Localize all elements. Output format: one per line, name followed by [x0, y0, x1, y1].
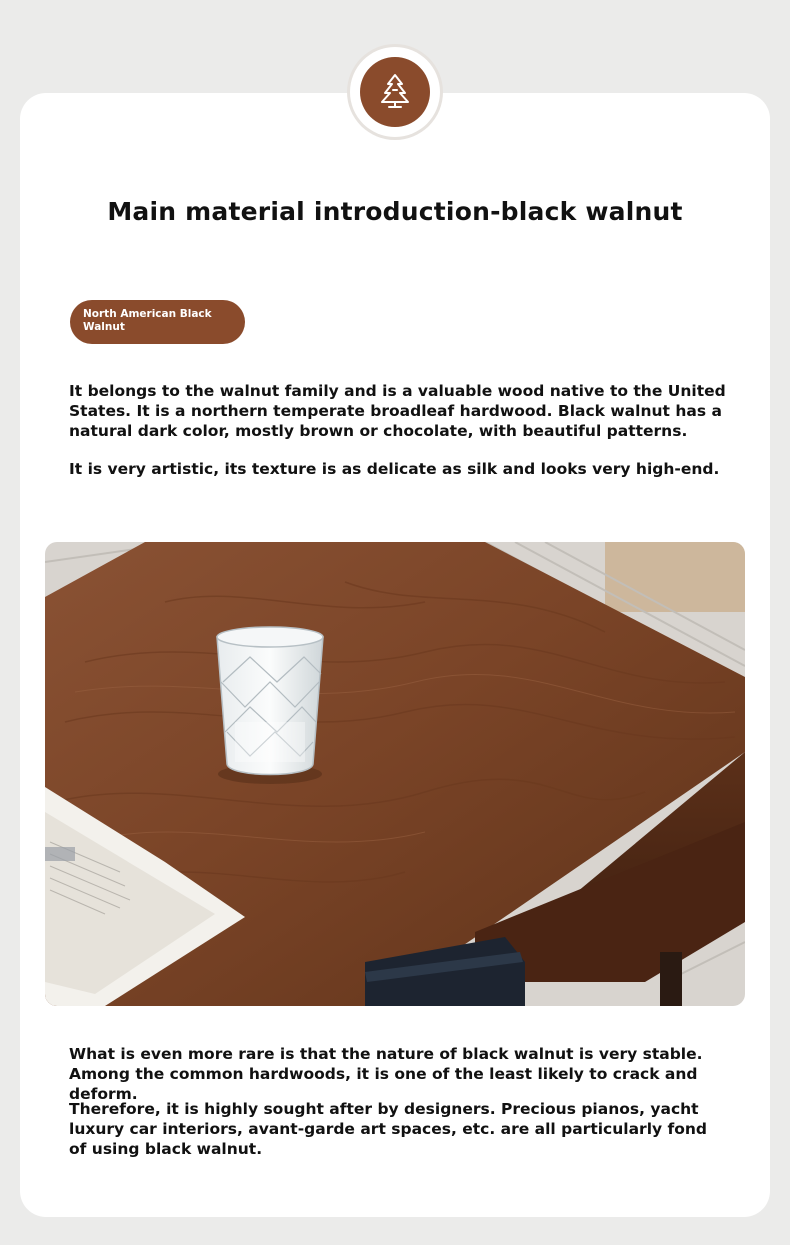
- outro-paragraph-1: What is even more rare is that the nature of black walnut is very stable. Among the common hardwoods, it is one of the least likely to crack and deform.: [69, 1045, 703, 1103]
- walnut-table-photo: [45, 542, 745, 1006]
- intro-paragraph-1: It belongs to the walnut family and is a valuable wood native to the United States. It is a northern temperate broadleaf hardwood. Black walnut has a natural dark color, mostly brown or chocolate, with beautiful patterns.: [69, 382, 726, 440]
- material-tag: North American Black Walnut: [70, 300, 245, 344]
- tree-icon: [375, 70, 415, 114]
- tree-badge: [360, 57, 430, 127]
- page-title: Main material introduction-black walnut: [107, 197, 683, 226]
- intro-paragraph-2: It is very artistic, its texture is as delicate as silk and looks very high-end.: [69, 460, 720, 478]
- outro-paragraph-2: Therefore, it is highly sought after by designers. Precious pianos, yacht luxury car interiors, avant-garde art spaces, etc. are all particularly fond of using black walnut.: [69, 1100, 708, 1158]
